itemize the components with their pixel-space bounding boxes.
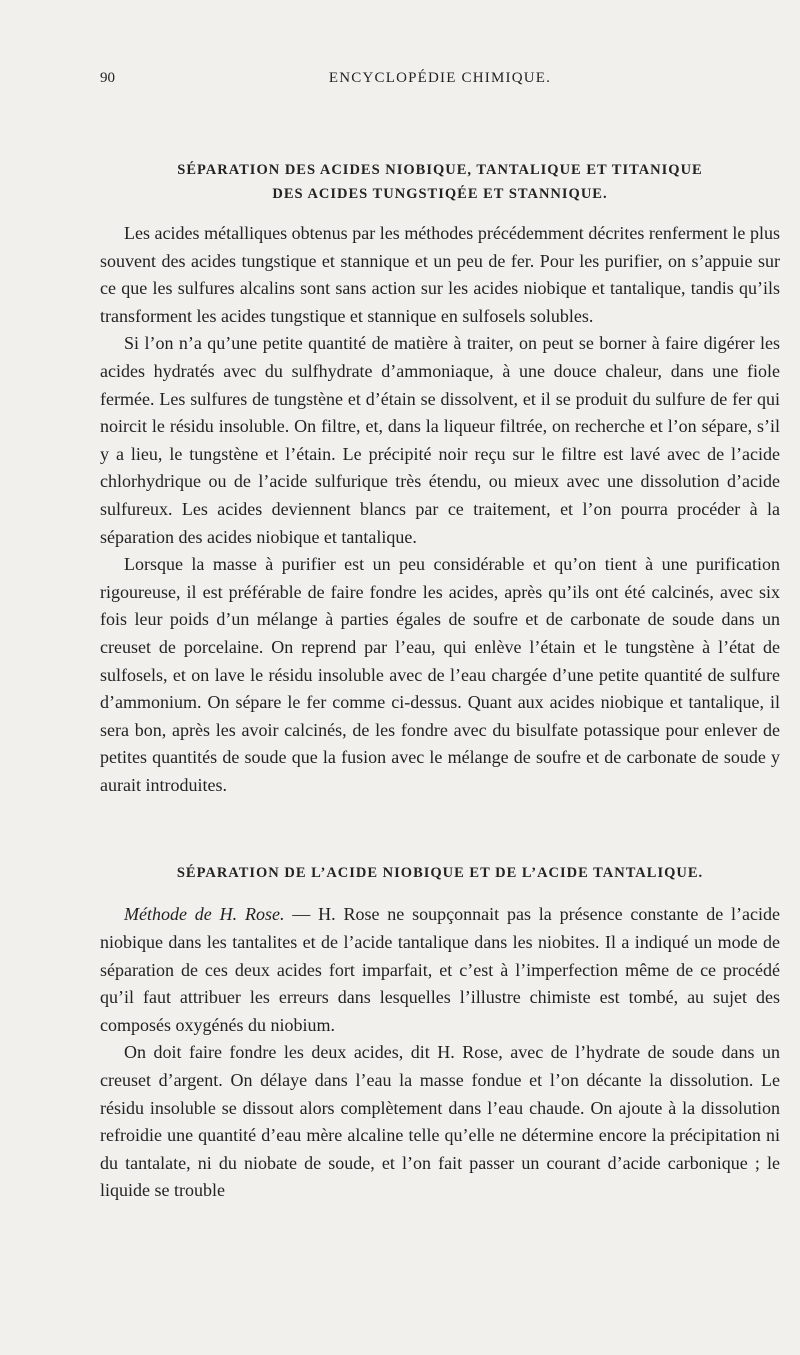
page-number: 90	[100, 70, 115, 86]
paragraph: Les acides métalliques obtenus par les méthodes précédemment décrites renferment le plus souvent des acides tungstique et stannique et un peu de fer. Pour les purifier, on s’appuie sur ce que les sulfures alcalins sont sans action sur les acides niobique et tantalique, tandis qu’ils transforment les acides tungstique et stannique en sulfosels solubles.	[100, 223, 780, 326]
running-title: ENCYCLOPÉDIE CHIMIQUE.	[328, 70, 552, 86]
section-heading-line-1: SÉPARATION DES ACIDES NIOBIQUE, TANTALIQUE ET TITANIQUE	[177, 162, 703, 178]
paragraph-method	[100, 901, 780, 1039]
paragraph: Si l’on n’a qu’une petite quantité de matière à traiter, on peut se borner à faire digérer les acides hydratés avec du sulfhydrate d’ammoniaque, à une douce chaleur, dans une fiole fermée. Les sulfures de tungstène et d’étain se dissolvent, et il se produit du sulfure de fer qui noircit le résidu insoluble. On filtre, et, dans la liqueur filtrée, on recherche et l’on sépare, s’il y a lieu, le tungstène et l’étain. Le précipité noir reçu sur le filtre est lavé avec de l’acide chlorhydrique ou de l’acide sulfurique très étendu, ou mieux avec une dissolution d’acide sulfureux. Les acides deviennent blancs par ce traitement, et l’on pourra procéder à la séparation des acides niobique et tantalique.	[100, 333, 780, 547]
running-head	[100, 70, 780, 92]
page-body	[100, 158, 780, 1205]
paragraph: On doit faire fondre les deux acides, dit H. Rose, avec de l’hydrate de soude dans un creuset d’argent. On délaye dans l’eau la masse fondue et l’on décante la dissolution. Le résidu insoluble se dissout alors complètement dans l’eau chaude. On ajoute à la dissolution refroidie une quantité d’eau mère alcaline telle qu’elle ne détermine encore la précipitation ni du tantalate, ni du niobate de soude, et l’on fait passer un courant d’acide carbonique ; le liquide se trouble	[100, 1042, 780, 1201]
method-label: Méthode de H. Rose.	[124, 904, 285, 925]
section-heading-line-2: DES ACIDES TUNGSTIQÉE ET STANNIQUE.	[272, 186, 608, 202]
paragraph: Lorsque la masse à purifier est un peu considérable et qu’on tient à une purification rigoureuse, il est préférable de faire fondre les acides, après qu’ils ont été calcinés, avec six fois leur poids d’un mélange à parties égales de soufre et de carbonate de soude dans un creuset de porcelaine. On reprend par l’eau, qui enlève l’étain et le tungstène à l’état de sulfosels, et on lave le résidu insoluble avec de l’eau chargée d’une petite quantité de sulfure d’ammonium. On sépare le fer comme ci-dessus. Quant aux acides niobique et tantalique, il sera bon, après les avoir calcinés, de les fondre avec du bisulfate potassique pour enlever de petites quantités de soude que la fusion avec le mélange de soufre et de carbonate de soude y aurait introduites.	[100, 554, 780, 795]
section-heading-2: SÉPARATION DE L’ACIDE NIOBIQUE ET DE L’ACIDE TANTALIQUE.	[176, 865, 704, 882]
section-heading	[100, 158, 780, 206]
method-text: — H. Rose ne soupçonnait pas la présence constante de l’acide niobique dans les tantalites et de l’acide tantalique dans les niobites. Il a indiqué un mode de séparation de ces deux acides fort imparfait, et c’est à l’imperfection même de ce procédé qu’il faut attribuer les erreurs dans lesquelles l’illustre chimiste est tombé, au sujet des composés oxygénés du niobium.	[100, 904, 781, 1035]
